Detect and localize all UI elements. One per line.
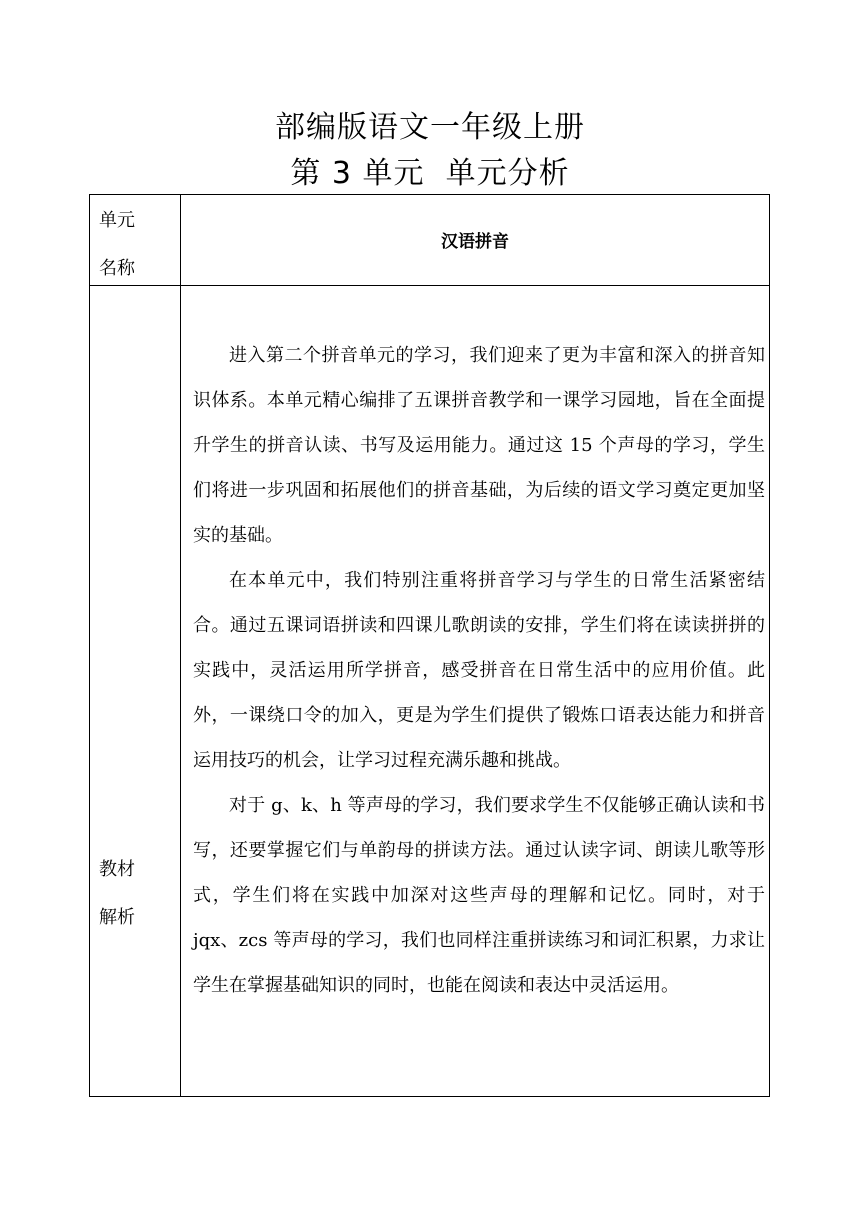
unit-name-value: 汉语拼音 xyxy=(441,232,509,252)
analysis-paragraph: 在本单元中，我们特别注重将拼音学习与学生的日常生活紧密结合。通过五课词语拼读和四课儿歌朗读的安排，学生们将在读读拼拼的实践中，灵活运用所学拼音，感受拼音在日常生活中的应用价值。此外，一课绕口令的加入，更是为学生们提供了锻炼口语表达能力和拼音运用技巧的机会，让学习过程充满乐趣和挑战。 xyxy=(193,570,765,771)
column-divider xyxy=(180,195,181,1096)
analysis-paragraph: 进入第二个拼音单元的学习，我们迎来了更为丰富和深入的拼音知识体系。本单元精心编排了五课拼音教学和一课学习园地，旨在全面提升学生的拼音认读、书写及运用能力。通过这 15 个声母的学习，学生们将进一步巩固和拓展他们的拼音基础，为后续的语文学习奠定更加坚实的基础。 xyxy=(193,345,765,546)
textbook-analysis-body xyxy=(193,333,765,1008)
analysis-paragraph: 对于 g、k、h 等声母的学习，我们要求学生不仅能够正确认读和书写，还要掌握它们与单韵母的拼读方法。通过认读字词、朗读儿歌等形式，学生们将在实践中加深对这些声母的理解和记忆。同时，对于 jqx、zcs 等声母的学习，我们也同样注重拼读练习和词汇积累，力求让学生在掌握基础知识的同时，也能在阅读和表达中灵活运用。 xyxy=(193,795,765,996)
analysis-table xyxy=(89,194,770,1097)
textbook-analysis-label: 教材 解析 xyxy=(99,859,135,928)
unit-name-label: 单元 名称 xyxy=(99,210,135,279)
row-divider xyxy=(90,285,769,286)
document-title: 部编版语文一年级上册 xyxy=(275,110,585,145)
document-subtitle: 第 3 单元 单元分析 xyxy=(290,156,570,191)
